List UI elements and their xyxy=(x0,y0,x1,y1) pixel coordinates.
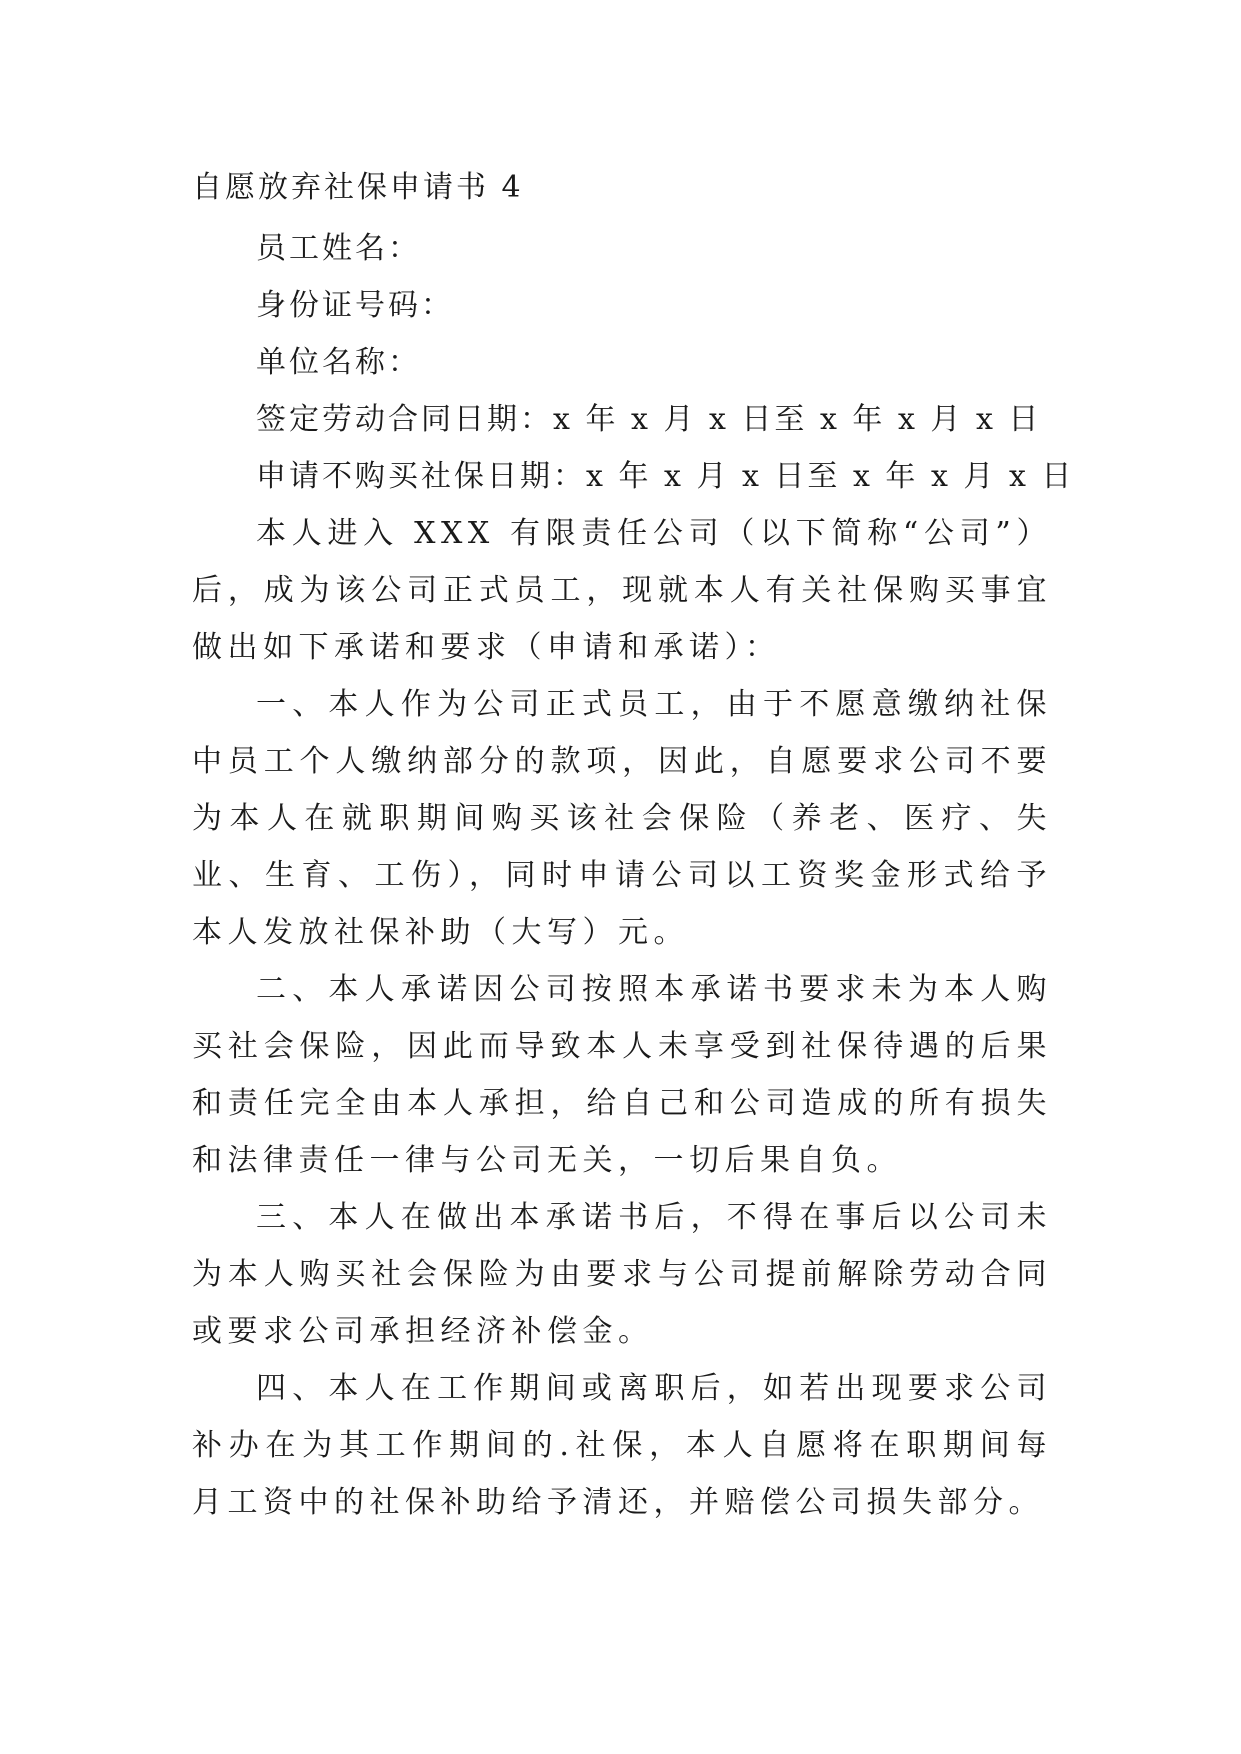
intro-paragraph: 本人进入 XXX 有限责任公司（以下简称“公司”）后，成为该公司正式员工，现就本人有关社保购买事宜做出如下承诺和要求（申请和承诺）： xyxy=(192,516,1052,665)
opt-out-date-field: 申请不购买社保日期：x 年 x 月 x 日至 x 年 x 月 x 日 xyxy=(256,459,1075,494)
clause-2: 二、本人承诺因公司按照本承诺书要求未为本人购买社会保险，因此而导致本人未享受到社保待遇的后果和责任完全由本人承担，给自己和公司造成的所有损失和法律责任一律与公司无关，一切后果自负。 xyxy=(192,972,1052,1178)
clause-1: 一、本人作为公司正式员工，由于不愿意缴纳社保中员工个人缴纳部分的款项，因此，自愿要求公司不要为本人在就职期间购买该社会保险（养老、医疗、失业、生育、工伤），同时申请公司以工资奖金形式给予本人发放社保补助（大写）元。 xyxy=(192,687,1052,950)
company-name-field: 单位名称： xyxy=(256,345,421,380)
clause-3: 三、本人在做出本承诺书后，不得在事后以公司未为本人购买社会保险为由要求与公司提前解除劳动合同或要求公司承担经济补偿金。 xyxy=(192,1200,1052,1349)
employee-name-field: 员工姓名： xyxy=(256,231,421,266)
id-number-field: 身份证号码： xyxy=(256,288,454,323)
contract-date-field: 签定劳动合同日期：x 年 x 月 x 日至 x 年 x 月 x 日 xyxy=(256,402,1042,437)
document-title: 自愿放弃社保申请书 4 xyxy=(192,170,524,205)
clause-4: 四、本人在工作期间或离职后，如若出现要求公司补办在为其工作期间的.社保，本人自愿将在职期间每月工资中的社保补助给予清还，并赔偿公司损失部分。 xyxy=(192,1371,1052,1520)
document-page xyxy=(192,156,1075,1531)
